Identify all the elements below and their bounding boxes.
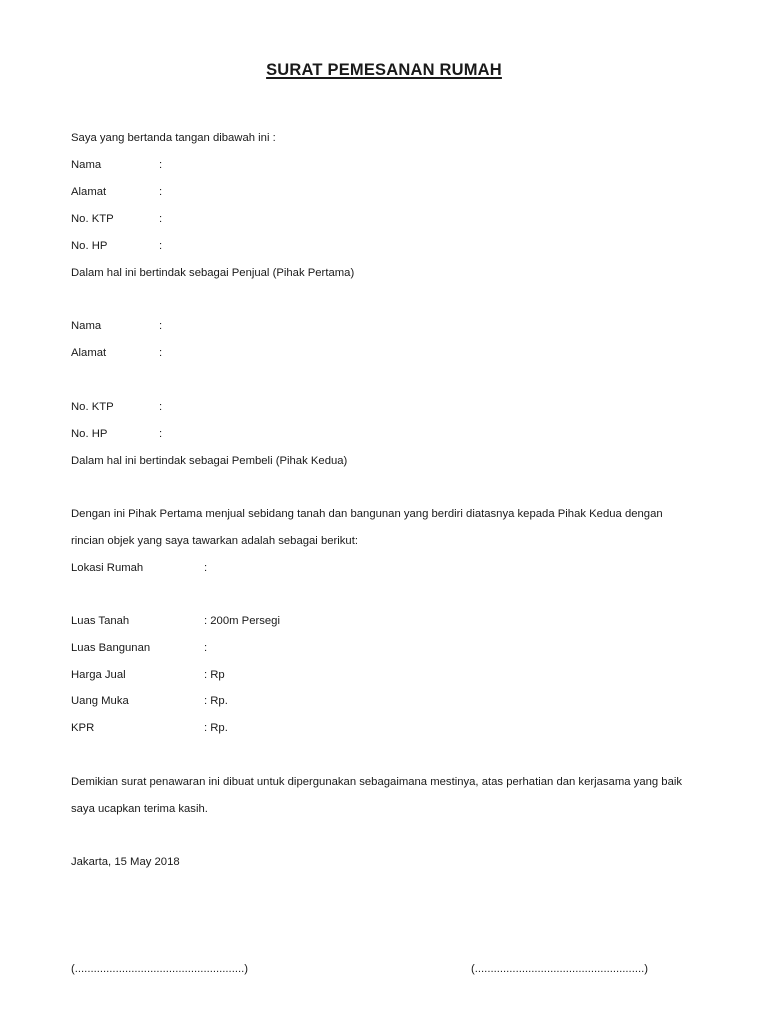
luas-bangunan-value: :: [204, 642, 208, 654]
pihak-pertama-alamat-value: :: [159, 186, 163, 198]
pihak-pertama-alamat-label: Alamat: [71, 186, 107, 198]
pihak-kedua-nama-value: :: [159, 320, 163, 332]
pihak-kedua-alamat-label: Alamat: [71, 347, 107, 359]
statement-line-1: Dengan ini Pihak Pertama menjual sebidang tanah dan bangunan yang berdiri diatasnya kepada Pihak Kedua dengan: [71, 508, 663, 520]
pihak-pertama-ktp-value: :: [159, 213, 163, 225]
pihak-pertama-nama-label: Nama: [71, 159, 102, 171]
intro-text: Saya yang bertanda tangan dibawah ini :: [71, 132, 276, 144]
uang-muka-value: : Rp.: [204, 695, 228, 707]
luas-tanah-value: : 200m Persegi: [204, 615, 280, 627]
pihak-pertama-hp-value: :: [159, 240, 163, 252]
lokasi-rumah-value: :: [204, 562, 208, 574]
signature-left: (......................................................): [71, 963, 249, 975]
pihak-kedua-ktp-label: No. KTP: [71, 401, 114, 413]
pihak-pertama-role: Dalam hal ini bertindak sebagai Penjual (Pihak Pertama): [71, 267, 355, 279]
pihak-pertama-nama-value: :: [159, 159, 163, 171]
luas-tanah-label: Luas Tanah: [71, 615, 130, 627]
pihak-kedua-role: Dalam hal ini bertindak sebagai Pembeli (Pihak Kedua): [71, 455, 348, 467]
kpr-value: : Rp.: [204, 722, 228, 734]
closing-line-1: Demikian surat penawaran ini dibuat untuk dipergunakan sebagaimana mestinya, atas perhatian dan kerjasama yang baik: [71, 776, 683, 788]
pihak-kedua-alamat-value: :: [159, 347, 163, 359]
lokasi-rumah-label: Lokasi Rumah: [71, 562, 144, 574]
pihak-pertama-hp-label: No. HP: [71, 240, 108, 252]
luas-bangunan-label: Luas Bangunan: [71, 642, 151, 654]
harga-jual-label: Harga Jual: [71, 669, 126, 681]
pihak-kedua-nama-label: Nama: [71, 320, 102, 332]
statement-line-2: rincian objek yang saya tawarkan adalah sebagai berikut:: [71, 535, 358, 547]
document-title: [0, 61, 768, 80]
uang-muka-label: Uang Muka: [71, 695, 129, 707]
pihak-kedua-ktp-value: :: [159, 401, 163, 413]
place-date: Jakarta, 15 May 2018: [71, 856, 180, 868]
closing-line-2: saya ucapkan terima kasih.: [71, 803, 208, 815]
pihak-pertama-ktp-label: No. KTP: [71, 213, 114, 225]
harga-jual-value: : Rp: [204, 669, 225, 681]
document-title-text: SURAT PEMESANAN RUMAH: [266, 61, 502, 79]
pihak-kedua-hp-value: :: [159, 428, 163, 440]
signature-right: (......................................................): [471, 963, 649, 975]
pihak-kedua-hp-label: No. HP: [71, 428, 108, 440]
kpr-label: KPR: [71, 722, 95, 734]
